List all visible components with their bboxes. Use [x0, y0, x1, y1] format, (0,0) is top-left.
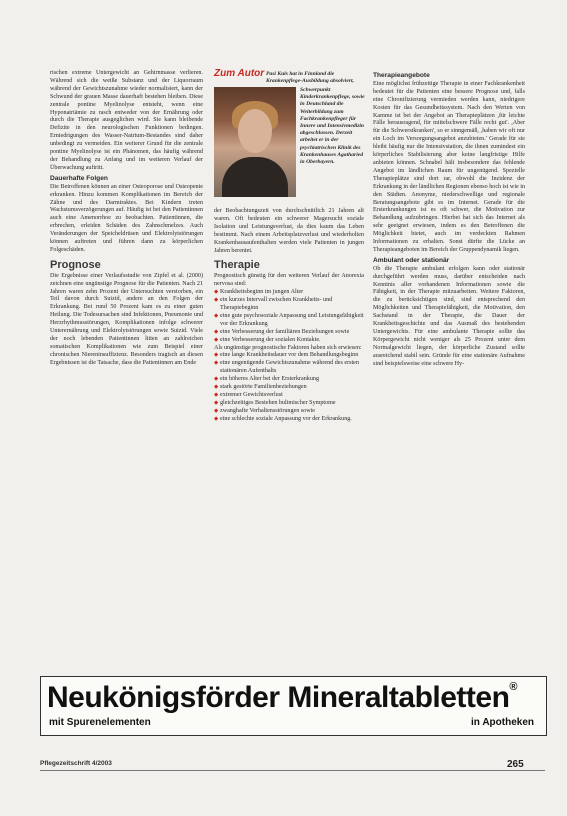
list-item: ◆ eine Verbesserung der sozialen Kontakte.	[214, 337, 364, 345]
left-paragraph-2: Die Betroffenen können an einer Osteoporose und Osteopenie erkranken. Hinzu kommen Komplikationen im Bereich der Zähne und des Darmtraktes. Bei Kindern treten Wachstumsverzögerungen auf. Häufig ist bei den Patientinnen auch eine Amenorrhoe zu beobachten. Patientinnen, die erbrechen, erleiden Schäden des Zahnschmelzes. Auch Veränderungen der Speicheldrüsen und Elektrolytstörungen können auftreten und führen dann zu körperlichen Folgeschäden.	[50, 183, 203, 253]
list-item: ◆ eine ungenügende Gewichtszunahme während des ersten stationären Aufenthalts	[214, 360, 364, 376]
registered-mark: ®	[509, 681, 518, 693]
author-bio: Schwerpunkt Kinderkrankenpflege, sowie in Deutschland die Weiterbildung zum Fachkrankenpfleger für Innere und Intensivmedizin abgeschlossen. Derzeit arbeitet er in der psychiatrischen Klinik des Krankenhauses Agatharied in Oberbayern.	[300, 87, 365, 166]
right-paragraph-1: Eine möglichst frühzeitige Therapie in einer Fachkrankenheit bedeutet für die Patienten eine bessere Prognose und, falls eine Chronifizierung vermieden werden kann, niedrigere Kosten für das Gesundheitssystem. Nach den Werten von Kamme ist bei der Angebot an Therapieplätzen ,für leichte Fälle herausragend, für mittelschwere Fälle recht gut'. ,Aber für die Schwerstkranken', so er sinngemäß, ,haben wir oft nur ein Loch im Versorgungsangebot anzubieten.' Gerade für sie bleibt häufig nur die Intensivstation, die ihnen zumindest ein körperliches Stabilisierung aber keine langfristige Hilfe anbieten können. Schnabel hält insbesondere das fehlende Angebot im ländlichen Raum für ungenügend. Spezielle Therapieplätze sind dort rar, obwohl die Inzidenz der Erkrankung in der ländlichen Regionen ebenso hoch ist wie in den Städten. Anonyme, niederschwellige und regionale Beratungsangebote gibt es im Internet. Gerade für die Ersterkrankungen ist es oft schwer, die Motivation zur Behandlung aufzubringen. Hierbei hat sich das Internet als sehr geeignet erwiesen, indem es den Betroffenen die Möglichkeit bietet, auch im verdeckten Rahmen Informationen zu erhalten. Sonst dürfte die Lücke an Therapieangeboten im Bereich der Gruppendynamik liegen.	[373, 80, 525, 253]
heading-therapie: Therapie	[214, 259, 260, 272]
right-paragraph-2: Ob die Therapie ambulant erfolgen kann oder stationär durchgeführt werden muss, darüber entscheiden nach Kenntnis aller vorhandenen Informationen sowie die Fähigkeit, in der Therapie mitzuarbeiten. Weitere Faktoren, die zu berücksichtigen sind, sind entsprechend den Möglichkeiten und Therapiefähigkeit, die Motivation, den Sachstand in der Therapie, die Dauer der Krankheitsgeschichte und das Ausmaß des bestehenden Untergewichts. Für eine ambulante Therapie sollte das Körpergewicht nicht weniger als 25 Prozent unter dem Normalgewicht liegen, der körperliche Zustand sollte ausreichend stabil sein. Gründe für eine stationäre Aufnahme sind beispielsweise eine schwere Hy-	[373, 265, 525, 367]
right-column	[373, 70, 525, 369]
author-box-title: Zum Autor	[214, 68, 265, 79]
journal-name: Pflegezeitschrift 4/2003	[40, 760, 112, 767]
favorable-factors-list	[214, 289, 364, 344]
author-box	[214, 70, 364, 208]
list-item: ◆ extremer Gewichtsverlust	[214, 392, 364, 400]
list-item: ◆ eine schlechte soziale Anpassung vor der Erkrankung.	[214, 416, 364, 424]
unfavorable-factors-list	[214, 352, 364, 423]
ad-availability: in Apotheken	[471, 717, 534, 728]
list-item: ◆ eine lange Krankheitsdauer vor dem Behandlungsbeginn	[214, 352, 364, 360]
list-item: ◆ stark gestörte Familienbeziehungen	[214, 384, 364, 392]
list-item: ◆ eine Verbesserung der familiären Beziehungen sowie	[214, 329, 364, 337]
heading-dauerhafte-folgen: Dauerhafte Folgen	[50, 174, 108, 182]
list-item: ◆ gleichzeitiges Bestehen bulimischer Symptome	[214, 400, 364, 408]
ad-title	[47, 681, 517, 715]
list-item: ◆ ein höheres Alter bei der Ersterkrankung	[214, 376, 364, 384]
author-bio-top: Pasi Kuls hat in Finnland die Krankenpflege-Ausbildung absolviert,	[266, 71, 354, 85]
left-paragraph-3: Die Ergebnisse einer Verlaufsstudie von Zipfel et al. (2000) zeichnen eine ungünstige Prognose für die Patienten. Nach 21 Jahren waren zehn Prozent der Untersuchten verstorben, ein Teil davon durch Suizid, andere an den Folgen der Erkrankung. Bei rund 50 Prozent kam es zu einer guten Heilung. Die Todesursachen sind Infektionen, Pneumonie und Herzrhythmusstörungen, Komplikationen infolge schwerer Unterernährung und Elektrolytstörungen sowie Suizid. Viele der noch lebenden Patientinnen litten an zahlreichen somatischen Komplikationen wie zum Beispiel einer chronischen Niereninsuffizienz. Besonders tragisch an diesen Ergebnissen ist die Tatsache, dass die Patientinnen am Ende	[50, 272, 203, 366]
list-item: ◆ ein kurzes Intervall zwischen Krankheits- und Therapiebeginn	[214, 297, 364, 313]
left-column	[50, 70, 203, 368]
footer-divider	[40, 770, 545, 771]
list-item: ◆ Krankheitsbeginn im jungen Alter	[214, 289, 364, 297]
advertisement-box	[40, 676, 547, 736]
heading-prognose: Prognose	[50, 258, 101, 271]
page-number: 265	[507, 759, 524, 770]
left-paragraph-1: rischen extreme Untergewicht an Gehirnmasse verlieren. Während sich die weiße Substanz und der Liquorraum während der Gewichtszunahme wieder normalisiert, kann der Schwund der grauen Masse dauerhaft bestehen bleiben. Diese zentrale pontine Myelinolyse entsteht, wenn eine Hyponatriämie zu rasch entweder von der Ernährung oder durch die Therapie ausgeglichen wird. Sie kann bleibende Defizite in den neurologischen Funktionen bedingen. Erniedrigungen des Wasser-Natrium-Bestandes sind daher unbedingt zu vermeiden. Ein weiterer Grund für die zentrale pontine Myelinolyse ist ein Phänomen, das häufig während der Behandlung zu Anfang und im weiteren Verlauf der Überwachung auftritt.	[50, 70, 203, 171]
author-photo	[214, 87, 296, 197]
middle-column	[214, 70, 364, 424]
heading-ambulant-stationaer: Ambulant oder stationär	[373, 256, 450, 264]
ad-subtitle: mit Spurenelementen	[49, 717, 151, 728]
author-photo-body	[222, 157, 288, 197]
mid-paragraph-2: Prognostisch günstig für den weiteren Verlauf der Anorexia nervosa sind:	[214, 273, 364, 288]
mid-paragraph-1: der Beobachtungszeit von durchschnittlich 21 Jahren alt waren. Oft bedeuten ein schwerer Magersucht soziale Isolation und Leistungsverlust, da dies kaum das Leben bestimmt. Nach einem Arbeitsplatzverlust und wiederholten Krankenhausaufenthalten werden viele Patienten in jungen Jahren berentet.	[214, 208, 364, 254]
ad-title-text: Neukönigsförder Mineraltabletten	[47, 681, 510, 714]
mid-paragraph-3: Als ungünstige prognostische Faktoren haben sich erwiesen:	[214, 344, 362, 351]
author-photo-face	[238, 109, 272, 153]
heading-therapieangebote: Therapieangebote	[373, 72, 430, 79]
list-item: ◆ eine gute psychosoziale Anpassung und Leistungsfähigkeit vor der Erkrankung	[214, 313, 364, 329]
list-item: ◆ zwanghafte Verhaltensstörungen sowie	[214, 408, 364, 416]
